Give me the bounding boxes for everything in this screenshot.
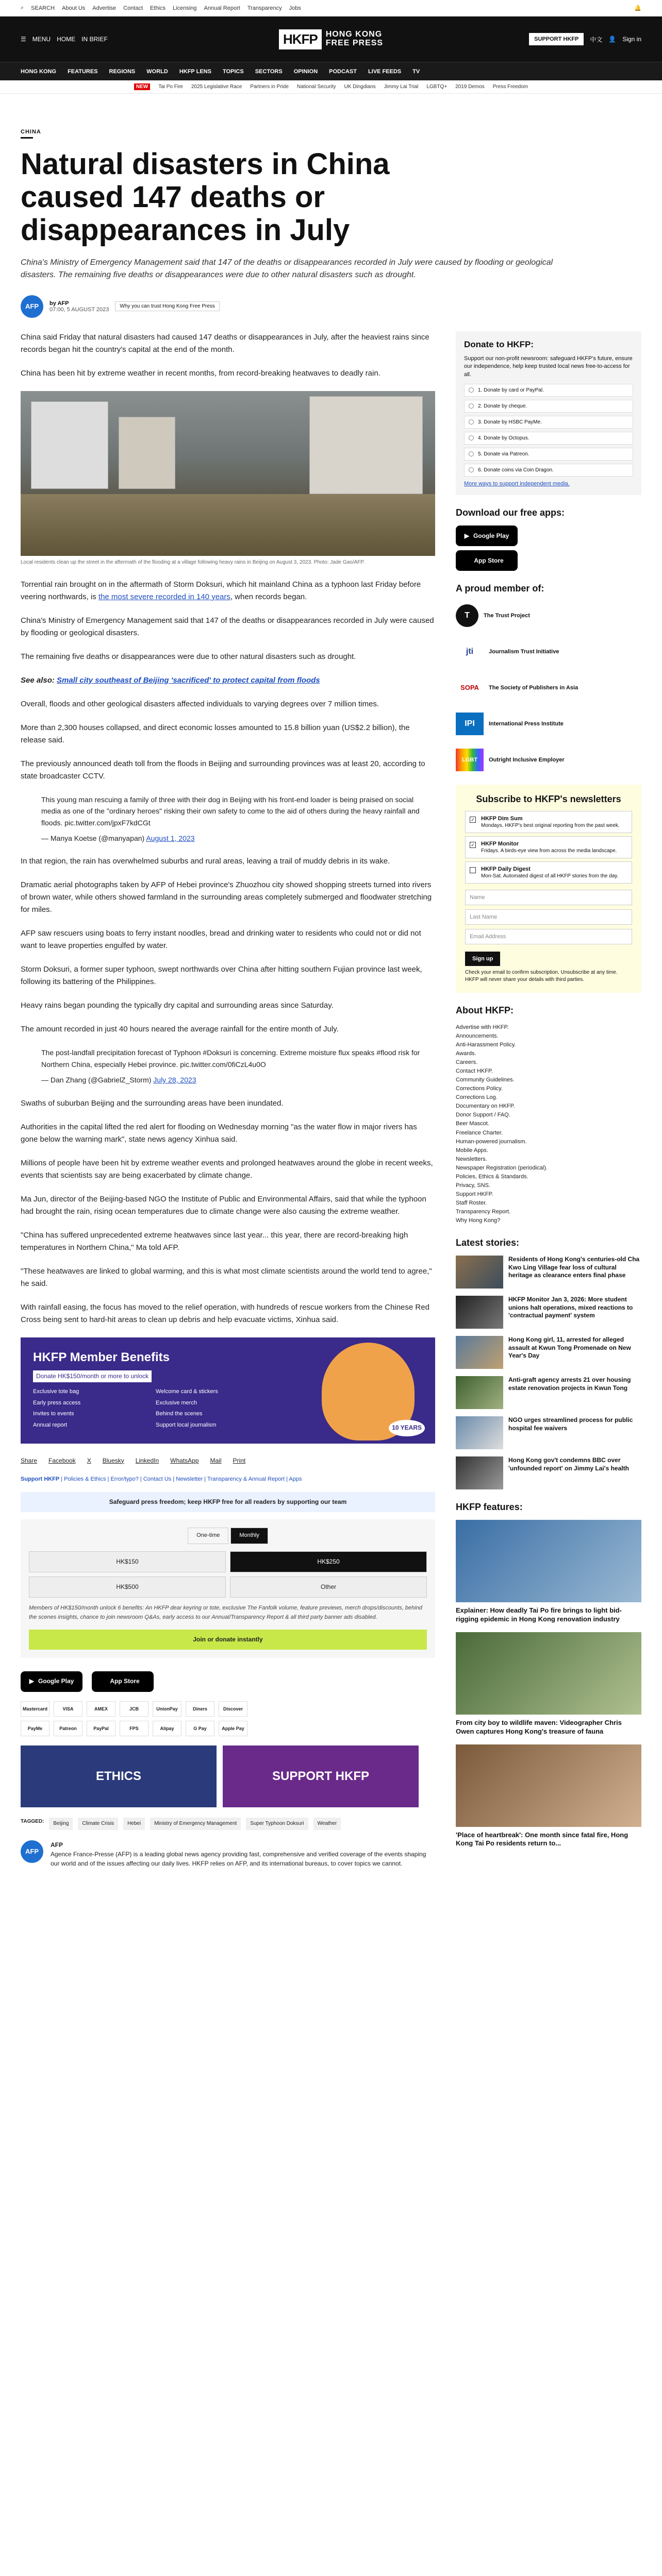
tweet-author: — Dan Zhang (@GabrielZ_Storm) (41, 1076, 152, 1084)
app-store-badge[interactable]: App Store (92, 1671, 154, 1692)
author-bio: Agence France-Presse (AFP) is a leading global news agency providing fast, comprehensive and verified coverage of the events shaping our world and of the issues affecting our daily lives. HKFP relies on AFP, and its international bureaus, to cover topics we cannot. (51, 1850, 426, 1867)
gpay-icon: G Pay (186, 1721, 214, 1736)
site-header (0, 16, 662, 62)
trending-link[interactable]: UK Dingdians (344, 84, 376, 90)
benefit-item: Annual report (33, 1421, 68, 1428)
first-name-input[interactable]: Name (465, 890, 632, 905)
about-link[interactable]: Beer Mascot. (456, 1121, 489, 1127)
share-bluesky[interactable]: Bluesky (102, 1456, 124, 1464)
tags-label: TAGGED: (21, 1818, 44, 1824)
jcb-icon: JCB (120, 1701, 148, 1717)
about-link[interactable]: Contact HKFP. (456, 1068, 493, 1075)
paragraph: Authorities in the capital lifted the red alert for flooding on Wednesday morning "as the water flow in major rivers has gone below the warning mark", state news agency Xinhua said. (21, 1122, 417, 1144)
share-bar (21, 1456, 435, 1466)
paragraph: In that region, the rain has overwhelmed suburbs and rural areas, leaving a trail of muddy debris in its wake. (21, 857, 390, 866)
newsletter-box (456, 785, 641, 993)
paragraph: "These heatwaves are linked to global warming, and this is what most climate scientists around the world tend to agree," he said. (21, 1266, 432, 1288)
article-body (21, 331, 435, 1879)
benefit-item: Invites to events (33, 1411, 74, 1417)
about-link[interactable]: Corrections Log. (456, 1094, 498, 1101)
radio-icon (469, 451, 474, 456)
safeguard-banner[interactable]: Safeguard press freedom; keep HKFP free for all readers by supporting our team (21, 1492, 435, 1512)
anniversary-badge: 10 YEARS (389, 1420, 425, 1436)
donate-option[interactable]: 2. Donate by cheque. (464, 400, 633, 413)
member-sopa[interactable]: SOPA The Society of Publishers in Asia (460, 684, 578, 692)
newsletter-option[interactable]: HKFP Daily Digest Mon-Sat. Automated digest of all HKFP stories from the day. (465, 861, 632, 884)
story-thumbnail (456, 1456, 503, 1489)
nav-podcast[interactable]: PODCAST (329, 68, 357, 75)
article-category[interactable]: CHINA (21, 129, 41, 135)
about-link[interactable]: Donor Support / FAQ. (456, 1112, 510, 1118)
newsletter-option[interactable]: ✓ HKFP Monitor Fridays. A birds-eye view from across the media landscape. (465, 836, 632, 858)
footer-link[interactable]: Contact Us (143, 1476, 172, 1482)
donate-box (456, 331, 641, 495)
story-thumbnail (456, 1256, 503, 1289)
feature-headline[interactable]: Explainer: How deadly Tai Po fire brings to light bid-rigging epidemic in Hong Kong renovation industry (456, 1606, 622, 1623)
publish-date: 07:00, 5 AUGUST 2023 (49, 306, 109, 313)
list-item[interactable]: NGO urges streamlined process for public hospital fee waivers (456, 1416, 641, 1449)
nav-hong-kong[interactable]: HONG KONG (21, 68, 57, 75)
trending-link[interactable]: Press Freedom (492, 84, 528, 90)
donate-option[interactable]: 4. Donate by Octopus. (464, 432, 633, 445)
paragraph: Dramatic aerial photographs taken by AFP of Hebei province's Zhuozhou city showed shopping streets turned into rivers of brown water, while others showed farmland in the surrounding areas completely submerged and floodwater stretching for miles. (21, 880, 432, 914)
nav-features[interactable]: FEATURES (68, 68, 98, 75)
newsletter-note: Check your email to confirm subscription. Unsubscribe at any time. HKFP will never share your details with third parties. (465, 969, 618, 982)
feature-headline[interactable]: From city boy to wildlife maven: Videographer Chris Owen captures Hong Kong's treasure of fauna (456, 1718, 622, 1735)
nav-opinion[interactable]: OPINION (293, 68, 318, 75)
amount-option[interactable]: HK$150 (29, 1551, 226, 1572)
see-also: See also: Small city southeast of Beijing 'sacrificed' to protect capital from floods (21, 675, 320, 685)
tweet-date-link[interactable]: July 28, 2023 (153, 1076, 196, 1084)
utility-link-jobs[interactable]: Jobs (289, 5, 301, 11)
about-link[interactable]: Careers. (456, 1059, 478, 1066)
email-input[interactable]: Email Address (465, 929, 632, 944)
paragraph: More than 2,300 houses collapsed, and direct economic losses amounted to 15.8 billion yuan (US$2.2 billion), the release said. (21, 723, 410, 744)
nav-sectors[interactable]: SECTORS (255, 68, 283, 75)
tag[interactable]: Climate Crisis (78, 1818, 118, 1830)
sidebar (456, 331, 641, 1879)
tab-monthly[interactable]: Monthly (230, 1528, 268, 1544)
signup-button[interactable]: Sign up (465, 952, 500, 966)
benefit-item: Behind the scenes (156, 1411, 203, 1417)
member-title: A proud member of: (456, 583, 544, 594)
menu-button[interactable]: MENU (32, 36, 51, 43)
author-avatar[interactable]: AFP (21, 295, 43, 318)
benefit-item: Welcome card & stickers (156, 1388, 218, 1395)
paragraph: China's Ministry of Emergency Management said that 147 of the deaths or disappearances recorded in July were caused by flooding or geological disasters. (21, 616, 434, 637)
paragraph: Heavy rains began pounding the typically dry capital and surrounding areas since Saturday. (21, 1001, 334, 1010)
article-title: Natural disasters in China caused 147 deaths or disappearances in July (21, 147, 390, 247)
patreon-icon: Patreon (54, 1721, 82, 1736)
trending-link[interactable]: Jimmy Lai Trial (384, 84, 419, 90)
promo-subtitle: Donate HK$150/month or more to unlock (33, 1370, 152, 1382)
footer-link[interactable]: Apps (289, 1476, 302, 1482)
footer-link[interactable]: Support HKFP (21, 1476, 60, 1482)
amount-option-other[interactable]: Other (230, 1577, 427, 1598)
about-title: About HKFP: (456, 1005, 514, 1015)
paragraph: With rainfall easing, the focus has moved to the relief operation, with hundreds of rescue workers from the Chinese Red Cross being sent to hard-hit areas to clean up debris and help evacuate victims, Xinhua said. (21, 1302, 429, 1324)
trust-badge[interactable]: Why you can trust Hong Kong Free Press (115, 301, 220, 311)
radio-icon (469, 387, 474, 393)
play-icon: ▶ (464, 532, 469, 539)
footer-link[interactable]: Newsletter (176, 1476, 203, 1482)
paragraph: AFP saw rescuers using boats to ferry instant noodles, bread and drinking water to residents who could not or did not want to leave properties engulfed by water. (21, 929, 421, 951)
amount-option-selected[interactable]: HK$250 (230, 1551, 427, 1572)
nav-tv[interactable]: TV (412, 68, 420, 75)
about-link[interactable]: Support HKFP. (456, 1191, 493, 1197)
mastercard-icon: Mastercard (21, 1701, 49, 1717)
paragraph: The previously announced death toll from the floods in Beijing and surrounding provinces was at least 20, according to state broadcaster CCTV. (21, 759, 425, 781)
last-name-input[interactable]: Last Name (465, 909, 632, 925)
feature-headline[interactable]: 'Place of heartbreak': One month since fatal fire, Hong Kong Tai Po residents return to... (456, 1831, 628, 1848)
donate-title: Donate to HKFP: (464, 339, 534, 349)
flood-photo[interactable] (21, 391, 435, 556)
utility-link-annual-report[interactable]: Annual Report (204, 5, 240, 11)
utility-link-contact[interactable]: Contact (123, 5, 143, 11)
fps-icon: FPS (120, 1721, 148, 1736)
features-title: HKFP features: (456, 1502, 523, 1513)
utility-link-advertise[interactable]: Advertise (92, 5, 117, 11)
share-mail[interactable]: Mail (210, 1456, 222, 1464)
footer-link[interactable]: Error/typo? (110, 1476, 139, 1482)
member-benefits-banner[interactable] (21, 1337, 435, 1444)
about-link[interactable]: Community Guidelines. (456, 1077, 515, 1083)
paragraph: Swaths of suburban Beijing and the surrounding areas have been inundated. (21, 1098, 284, 1108)
about-link[interactable]: Transparency Report. (456, 1208, 510, 1215)
menu-icon[interactable]: ☰ (21, 36, 26, 43)
user-icon[interactable]: 👤 (608, 36, 617, 43)
trending-link[interactable]: 2019 Demos (455, 84, 485, 90)
member-ipi[interactable]: IPI International Press Institute (456, 709, 641, 738)
benefit-item: Exclusive merch (156, 1399, 197, 1406)
embedded-tweet (41, 794, 435, 844)
utility-link-about[interactable]: About Us (62, 5, 86, 11)
paragraph: The remaining five deaths or disappearances were due to other natural disasters such as drought. (21, 652, 356, 661)
alipay-icon: Alipay (153, 1721, 181, 1736)
footer-link[interactable]: Transparency & Annual Report (207, 1476, 285, 1482)
payment-methods (21, 1701, 247, 1736)
about-link[interactable]: Awards. (456, 1050, 476, 1057)
app-store-badge[interactable]: App Store (456, 550, 518, 571)
tag[interactable]: Ministry of Emergency Management (150, 1818, 241, 1830)
radio-icon (469, 419, 474, 425)
share-facebook[interactable]: Facebook (48, 1456, 76, 1464)
paragraph: Millions of people have been hit by extreme weather events and prolonged heatwaves around the globe in recent weeks, events that scientists say are being exacerbated by climate change. (21, 1158, 433, 1180)
feature-image[interactable] (456, 1632, 641, 1715)
paragraph: "China has suffered unprecedented extreme heatwaves since last year... this year, there are record-breaking high temperatures in Northern China," Ma told AFP. (21, 1230, 408, 1252)
utility-link-transparency[interactable]: Transparency (247, 5, 282, 11)
donate-option[interactable]: 1. Donate by card or PayPal. (464, 384, 633, 397)
paragraph: Ma Jun, director of the Beijing-based NGO the Institute of Public and Environmental Affairs, said that while the typhoon had brought the rain, rising ocean temperatures due to climate change were also causing the extreme weather. (21, 1194, 426, 1216)
logo-text-line2: FREE PRESS (325, 39, 384, 47)
site-logo[interactable] (279, 29, 383, 49)
about-link[interactable]: Mobile Apps. (456, 1147, 488, 1154)
trending-link[interactable]: Partners in Pride (250, 84, 289, 90)
about-link[interactable]: Policies, Ethics & Standards. (456, 1173, 528, 1180)
share-whatsapp[interactable]: WhatsApp (170, 1456, 199, 1464)
benefit-item: Early press access (33, 1399, 81, 1406)
google-play-badge[interactable]: ▶ Google Play (456, 526, 518, 546)
search-link[interactable]: SEARCH (31, 5, 55, 11)
author-box-name[interactable]: AFP (51, 1841, 63, 1849)
list-item[interactable]: Anti-graft agency arrests 21 over housing estate renovation projects in Kwun Tong (456, 1376, 641, 1409)
tag[interactable]: Hebei (123, 1818, 145, 1830)
features-list (456, 1520, 641, 1848)
promo-cards (21, 1745, 435, 1807)
donate-option[interactable]: 5. Donate via Patreon. (464, 448, 633, 461)
donate-widget (21, 1519, 435, 1657)
story-thumbnail (456, 1336, 503, 1369)
trending-link[interactable]: LGBTQ+ (426, 84, 448, 90)
list-item[interactable]: Hong Kong girl, 11, arrested for alleged assault at Kwun Tong Promenade on New Year's Day (456, 1336, 641, 1369)
in-brief-link[interactable]: IN BRIEF (81, 36, 108, 43)
about-link[interactable]: Documentary on HKFP. (456, 1103, 515, 1110)
promo-title: HKFP Member Benefits (33, 1350, 170, 1364)
sign-in-link[interactable]: Sign in (622, 36, 642, 43)
utility-link-ethics[interactable]: Ethics (150, 5, 166, 11)
story-thumbnail (456, 1296, 503, 1329)
article-footer-links: Support HKFP | Policies & Ethics | Error/typo? | Contact Us | Newsletter | Transparency & Annual Report | Apps (21, 1476, 302, 1482)
benefit-item: Support local journalism (156, 1421, 217, 1428)
nav-hkfp-lens[interactable]: HKFP LENS (179, 68, 211, 75)
member-jti[interactable]: jti Journalism Trust Initiative (466, 647, 559, 656)
tag[interactable]: Weather (313, 1818, 341, 1830)
share-x[interactable]: X (87, 1456, 91, 1464)
latest-title: Latest stories: (456, 1238, 520, 1248)
tweet-author: — Manya Koetse (@manyapan) (41, 834, 145, 842)
tweet-text: This young man rescuing a family of three with their dog in Beijing with his front-end loader is being praised on social media as one of the "ordinary heroes" risking their own safety to come to the aid of others during the heavy rainfall and floods. pic.twitter.com/jpxF7kdCGt (41, 795, 420, 827)
ethics-card[interactable]: ETHICS (21, 1745, 217, 1807)
about-link[interactable]: Anti-Harassment Policy. (456, 1042, 516, 1048)
nav-regions[interactable]: REGIONS (109, 68, 136, 75)
latest-stories (456, 1256, 641, 1489)
tab-one-time[interactable]: One-time (188, 1528, 228, 1544)
about-link[interactable]: Advertise with HKFP. (456, 1024, 509, 1030)
apps-title: Download our free apps: (456, 507, 565, 518)
radio-icon (469, 403, 474, 409)
google-play-badge[interactable]: ▶ Google Play (21, 1671, 82, 1692)
unionpay-icon: UnionPay (153, 1701, 181, 1717)
tag-list (21, 1818, 435, 1830)
nav-topics[interactable]: TOPICS (222, 68, 244, 75)
radio-icon (469, 435, 474, 440)
about-link[interactable]: Staff Roster. (456, 1199, 487, 1206)
payme-icon: PayMe (21, 1721, 49, 1736)
about-link[interactable]: Newspaper Registration (periodical). (456, 1164, 548, 1171)
checkbox-checked-icon[interactable]: ✓ (470, 817, 476, 823)
checkbox-icon[interactable] (470, 867, 476, 873)
tag[interactable]: Super Typhoon Doksuri (246, 1818, 308, 1830)
about-link[interactable]: Human-powered journalism. (456, 1138, 527, 1145)
support-card[interactable]: SUPPORT HKFP (223, 1745, 419, 1807)
more-ways-link[interactable]: More ways to support independent media. (464, 480, 570, 487)
donate-option[interactable]: 3. Donate by HSBC PayMe. (464, 416, 633, 429)
main-nav (0, 62, 662, 80)
newsletter-option[interactable]: ✓ HKFP Dim Sum Mondays. HKFP's best original reporting from the past week. (465, 811, 632, 833)
donate-text: Support our non-profit newsroom: safeguard HKFP's future, ensure our independence, help keep trusted local news free-to-access for all. (464, 355, 633, 378)
donate-option[interactable]: 6. Donate coins via Coin Dragon. (464, 464, 633, 477)
join-donate-button[interactable]: Join or donate instantly (29, 1630, 427, 1650)
author-name[interactable]: by AFP (49, 300, 69, 307)
see-also-link[interactable]: Small city southeast of Beijing 'sacrificed' to protect capital from floods (57, 675, 320, 685)
share-linkedin[interactable]: LinkedIn (135, 1456, 159, 1464)
discover-icon: Discover (219, 1701, 247, 1717)
paragraph: The amount recorded in just 40 hours neared the average rainfall for the entire month of July. (21, 1025, 339, 1034)
paragraph: Overall, floods and other geological disasters affected individuals to varying degrees over 7 million times. (21, 699, 379, 708)
trending-link[interactable]: 2025 Legislative Race (191, 84, 242, 90)
list-item[interactable]: Hong Kong gov't condemns BBC over 'unfounded report' on Jimmy Lai's health (456, 1456, 641, 1489)
inline-link[interactable]: the most severe recorded in 140 years (98, 592, 230, 601)
author-avatar[interactable]: AFP (21, 1840, 43, 1863)
story-thumbnail (456, 1416, 503, 1449)
share-label: Share (21, 1456, 38, 1464)
radio-icon (469, 467, 474, 472)
amex-icon: AMEX (87, 1701, 115, 1717)
amount-option[interactable]: HK$500 (29, 1577, 226, 1598)
search-icon[interactable]: ⌕ (21, 5, 24, 11)
play-icon: ▶ (29, 1677, 34, 1685)
newsletter-title: Subscribe to HKFP's newsletters (476, 793, 621, 804)
feature-image[interactable] (456, 1520, 641, 1602)
new-badge: NEW (134, 83, 150, 90)
about-links (456, 1023, 641, 1225)
category-rule (21, 137, 33, 139)
about-link[interactable]: Newsletters. (456, 1156, 487, 1162)
top-utility-bar (0, 0, 662, 16)
about-link[interactable]: Announcements. (456, 1032, 499, 1039)
about-link[interactable]: Why Hong Kong? (456, 1217, 501, 1224)
donate-note: Members of HK$150/month unlock 6 benefits: An HKFP dear keyring or tote, exclusive The Fanfolk volume, feature previews, merch drops/discounts, behind the scenes insights, chance to join newsroom Q&As, early access to our Annual/Transparency Report & all third party banner ads disabled. (29, 1605, 422, 1621)
photo-caption: Local residents clean up the street in the aftermath of the flooding at a village following heavy rains in Beijing on August 3, 2023. Photo: Jade Gao/AFP. (21, 559, 365, 565)
bell-icon[interactable]: 🔔 (634, 5, 641, 11)
support-hkfp-button[interactable]: SUPPORT HKFP (529, 33, 584, 45)
about-link[interactable]: Freelance Charter. (456, 1129, 503, 1136)
tweet-text: The post-landfall precipitation forecast of Typhoon #Doksuri is concerning. Extreme moisture flux speaks #flood risk for Northern China, especially Hebei province. pic.twitter.com/0fiCzL4u0O (41, 1048, 420, 1069)
tag[interactable]: Beijing (49, 1818, 73, 1830)
tweet-date-link[interactable]: August 1, 2023 (146, 834, 195, 842)
footer-link[interactable]: Policies & Ethics (64, 1476, 106, 1482)
trending-nav (0, 80, 662, 94)
list-item[interactable]: Residents of Hong Kong's centuries-old Cha Kwo Ling Village fear loss of cultural heritage as clearance enters final phase (456, 1256, 641, 1289)
share-print[interactable]: Print (233, 1456, 246, 1464)
paypal-icon: PayPal (87, 1721, 115, 1736)
trending-link[interactable]: Tai Po Fire (158, 84, 183, 90)
feature-image[interactable] (456, 1744, 641, 1827)
paragraph: Storm Doksuri, a former super typhoon, swept northwards over China after hitting southern Fujian province last week, following its battering of the Philippines. (21, 965, 422, 987)
nav-live-feeds[interactable]: LIVE FEEDS (368, 68, 402, 75)
visa-icon: VISA (54, 1701, 82, 1717)
story-thumbnail (456, 1376, 503, 1409)
paragraph: China said Friday that natural disasters had caused 147 deaths or disappearances in July, after the heaviest rains since records began hit the country's capital at the end of the month. (21, 332, 429, 354)
diners-icon: Diners (186, 1701, 214, 1717)
checkbox-checked-icon[interactable]: ✓ (470, 842, 476, 848)
paragraph: Torrential rain brought on in the aftermath of Storm Doksuri, which hit mainland China as a typhoon last Friday before veering northwards, is the most severe recorded in 140 years, when records began. (21, 580, 421, 601)
embedded-tweet (41, 1047, 435, 1086)
member-trust-project[interactable]: T The Trust Project (456, 601, 641, 630)
nav-world[interactable]: WORLD (146, 68, 168, 75)
list-item[interactable]: HKFP Monitor Jan 3, 2026: More student unions halt operations, mixed reactions to 'contractual payment' system (456, 1296, 641, 1329)
language-switch[interactable]: 中文 (590, 36, 603, 43)
home-link[interactable]: HOME (57, 36, 76, 43)
byline (21, 295, 641, 318)
utility-link-licensing[interactable]: Licensing (173, 5, 197, 11)
author-box (21, 1840, 435, 1879)
benefit-item: Exclusive tote bag (33, 1388, 79, 1395)
logo-mark: HKFP (279, 29, 322, 49)
trending-link[interactable]: National Security (296, 84, 336, 90)
applepay-icon: Apple Pay (219, 1721, 247, 1736)
member-outright[interactable]: LGBT Outright Inclusive Employer (456, 745, 641, 774)
logo-text-line1: HONG KONG (325, 30, 383, 39)
paragraph: China has been hit by extreme weather in recent months, from record-breaking heatwaves to deadly rain. (21, 368, 380, 378)
article-excerpt: China's Ministry of Emergency Management said that 147 of the deaths or disappearances recorded in July were caused by flooding or geological disasters. The remaining five deaths or disappearances were due to other natural disasters such as drought. (21, 258, 553, 279)
about-link[interactable]: Corrections Policy. (456, 1086, 503, 1092)
about-link[interactable]: Privacy, SNS. (456, 1182, 491, 1189)
